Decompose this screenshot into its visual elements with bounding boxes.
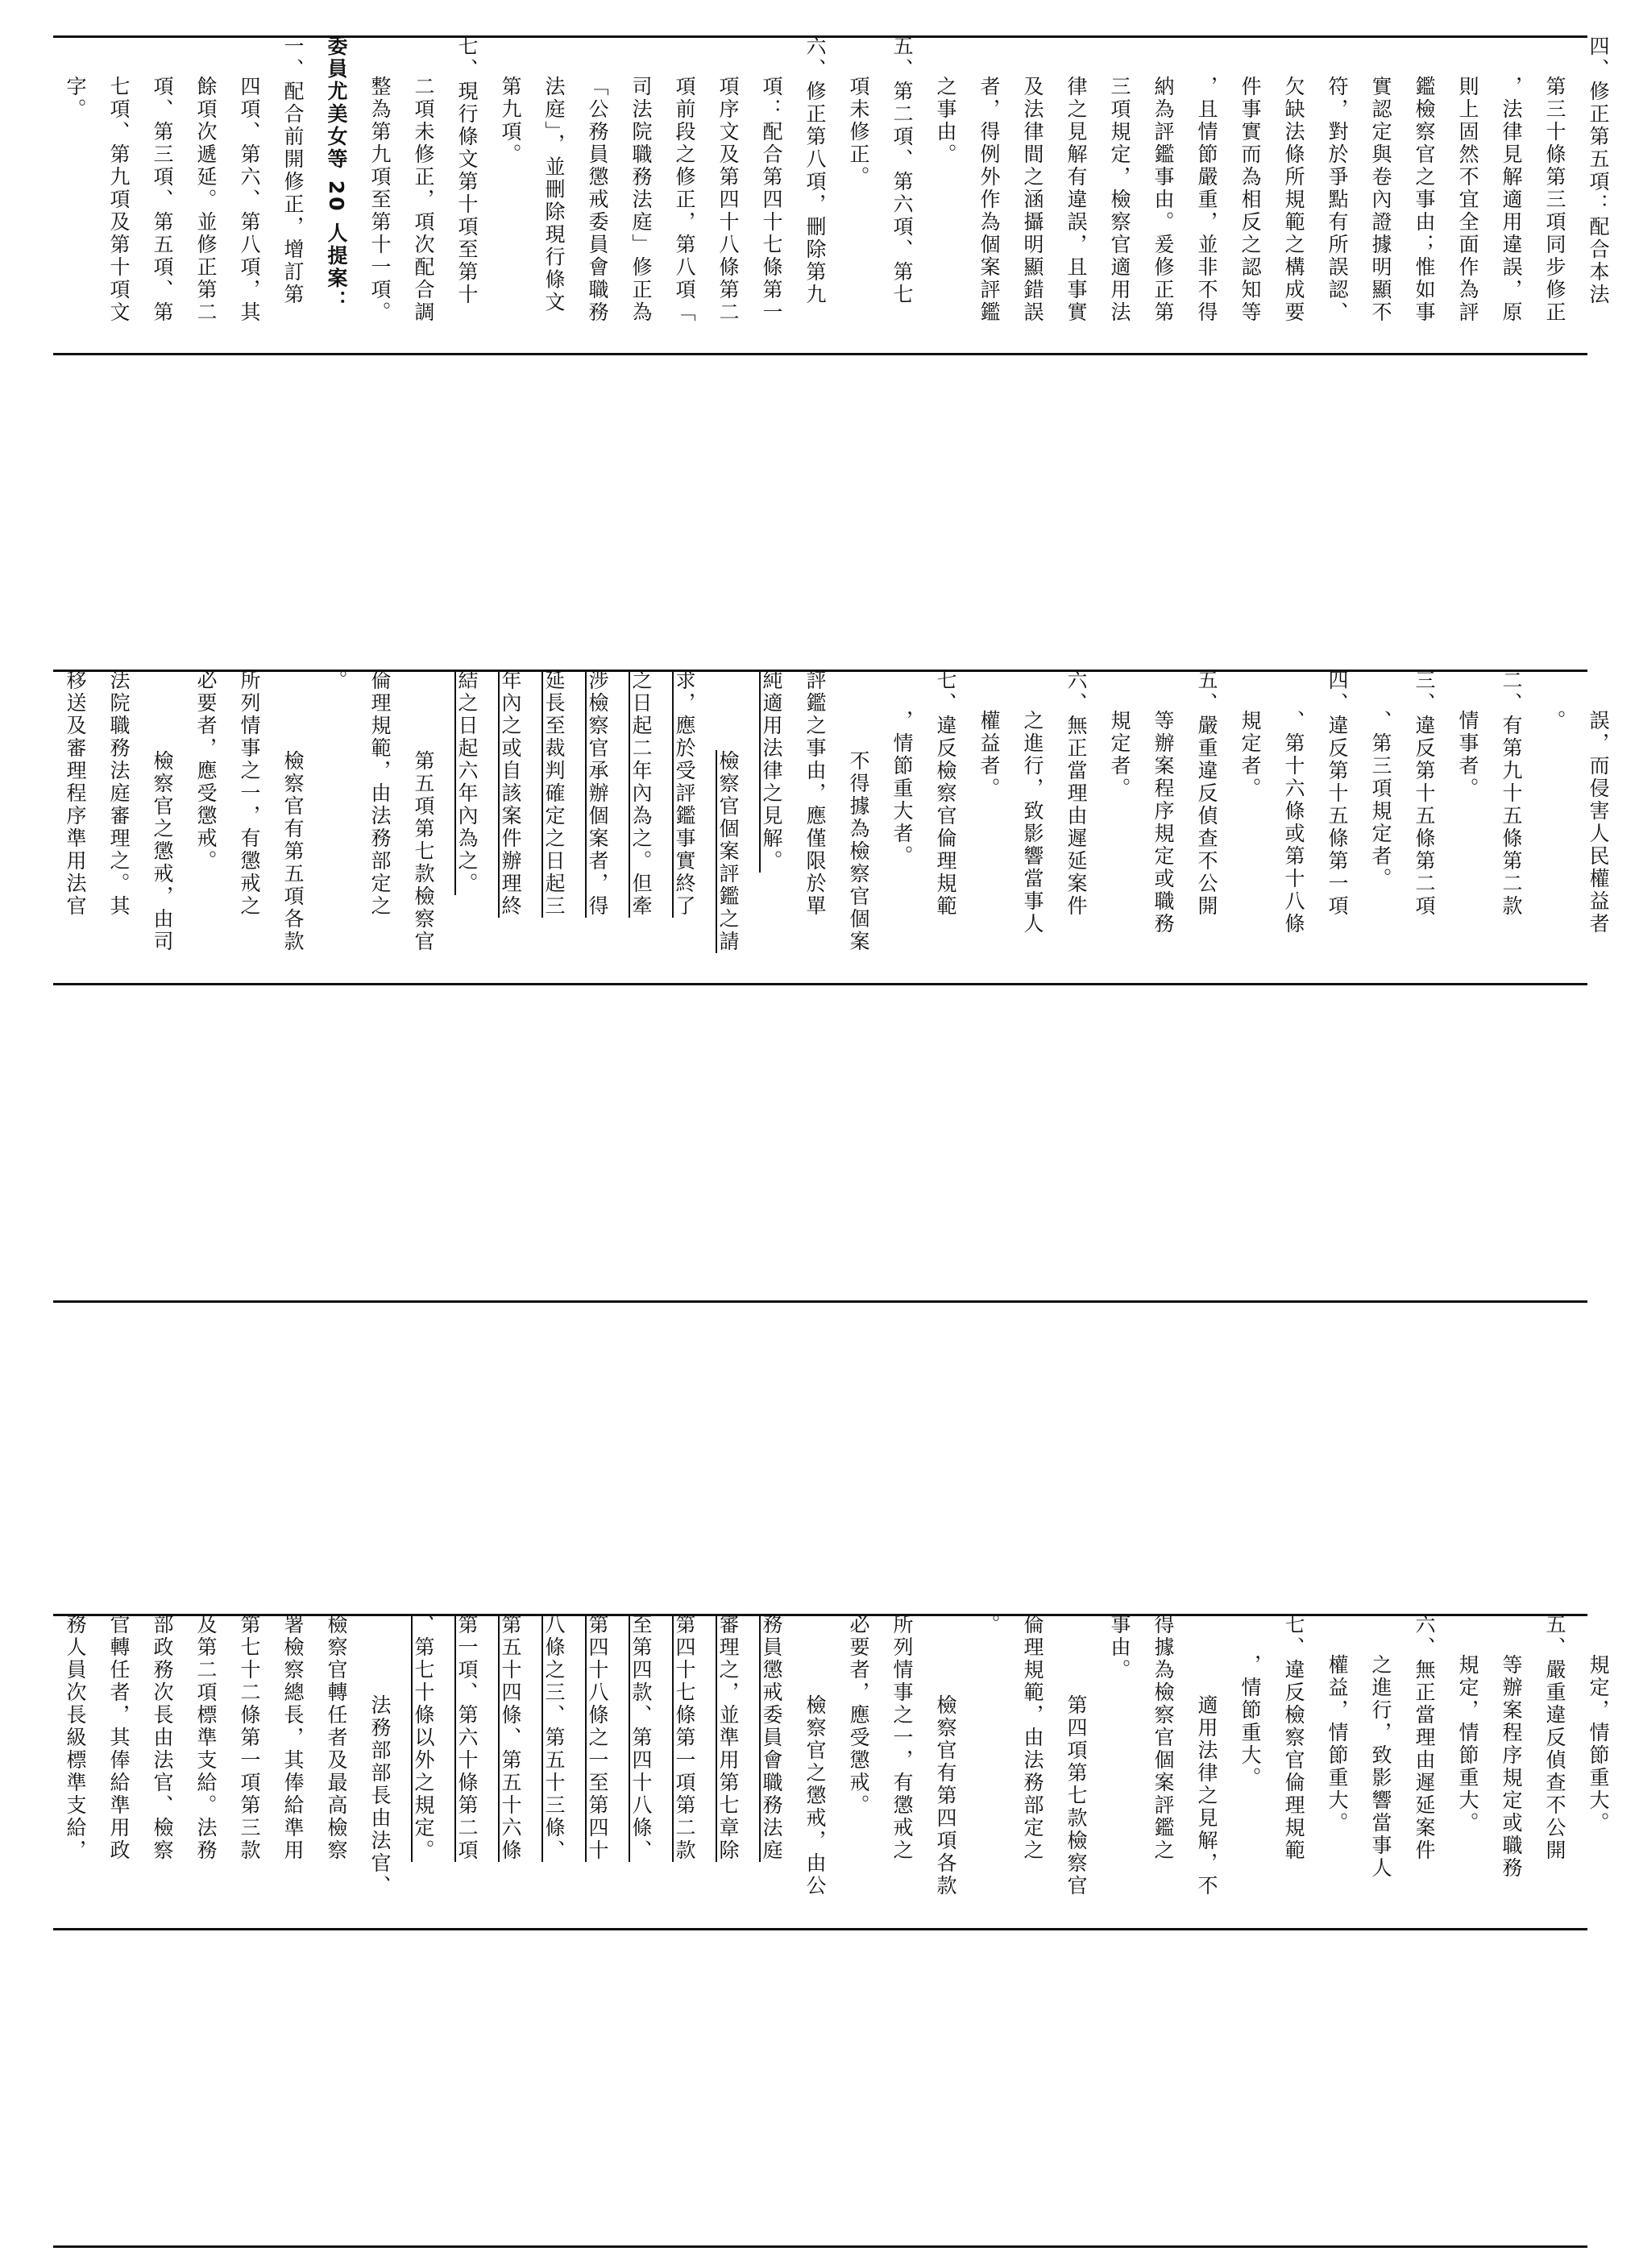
- text-line: [488, 670, 532, 983]
- line-text: 延長至裁判確定之日起三: [542, 670, 566, 918]
- text-band-3: [53, 1614, 1610, 1928]
- text-line: [227, 35, 271, 353]
- line-text: ，情節重大者。: [890, 710, 914, 868]
- text-line: [140, 1614, 184, 1928]
- line-text: 事由。: [1108, 1614, 1131, 1681]
- text-line: [97, 670, 140, 983]
- text-line: [749, 35, 793, 353]
- text-line: [445, 670, 488, 983]
- line-text: 署檢察總長，其俸給準用: [281, 1614, 305, 1862]
- text-line: [967, 35, 1010, 353]
- line-text: 五、嚴重違反偵查不公開: [1195, 670, 1218, 918]
- line-text: 必要者，應受懲戒。: [194, 670, 218, 873]
- line-text: 三項規定，檢察官適用法: [1108, 76, 1131, 324]
- text-line: [749, 1614, 793, 1928]
- line-text: ，且情節嚴重，並非不得: [1195, 76, 1218, 324]
- line-text: 六、修正第八項，刪除第九: [803, 35, 827, 306]
- text-line: [271, 35, 314, 353]
- line-text: 項序文及第四十八條第二: [716, 76, 740, 324]
- line-text: 第四十七條第一項第二款: [673, 1614, 696, 1862]
- text-line: [532, 670, 575, 983]
- text-line: [227, 670, 271, 983]
- text-line: [1359, 1614, 1402, 1928]
- line-text: 務人員次長級標準支給，: [64, 1614, 87, 1862]
- line-text: 七、違反檢察官倫理規範: [934, 670, 957, 918]
- line-text: 官轉任者，其俸給準用政: [107, 1614, 131, 1862]
- line-text: 八條之三、第五十三條、: [542, 1614, 566, 1862]
- line-text: 規定者。: [1239, 710, 1262, 800]
- text-line: [532, 35, 575, 353]
- line-text: 等辦案程序規定或職務: [1151, 710, 1175, 935]
- text-line: [1054, 670, 1098, 983]
- line-text: 規定者。: [1108, 710, 1131, 800]
- text-line: [662, 670, 706, 983]
- line-text: 檢察官之懲戒，由公: [803, 1694, 827, 1897]
- line-text: 第五十四條、第五十六條: [499, 1614, 522, 1862]
- column-block-3: [53, 1614, 1620, 1928]
- text-line: [1489, 35, 1533, 353]
- line-text: 則上固然不宜全面作為評: [1456, 76, 1479, 324]
- text-line: [575, 35, 619, 353]
- line-text: 六、無正當理由遲延案件: [1413, 1614, 1436, 1862]
- text-line: [401, 1614, 445, 1928]
- text-band-2: [53, 670, 1610, 983]
- line-text: 第五項第七款檢察官: [412, 750, 435, 953]
- text-line: [836, 35, 880, 353]
- line-text: 實認定與卷內證據明顯不: [1369, 76, 1392, 324]
- text-line: [1446, 35, 1489, 353]
- line-text: 、第十六條或第十八條: [1282, 710, 1305, 935]
- text-line: [1489, 670, 1533, 983]
- line-text: 規定，情節重大。: [1456, 1654, 1479, 1835]
- line-text: 五、第二項、第六項、第七: [890, 35, 914, 306]
- text-line: [880, 1614, 923, 1928]
- line-text: 七、違反檢察官倫理規範: [1282, 1614, 1305, 1862]
- line-text: 檢察官有第四項各款: [934, 1694, 957, 1897]
- text-line: [314, 670, 358, 983]
- text-line: [749, 670, 793, 983]
- column-block-2: [53, 670, 1620, 983]
- text-line: [967, 1614, 1010, 1928]
- line-text: 四項、第六、第八項，其: [238, 76, 261, 324]
- text-line: [1141, 35, 1185, 353]
- text-line: [445, 1614, 488, 1928]
- text-line: [140, 670, 184, 983]
- line-text: 檢察官之懲戒，由司: [151, 750, 174, 953]
- line-text: 檢察官轉任者及最高檢察: [325, 1614, 348, 1862]
- text-line: [1576, 35, 1620, 353]
- text-line: [1533, 1614, 1576, 1928]
- text-line: [1402, 1614, 1446, 1928]
- line-text: 情事者。: [1456, 710, 1479, 800]
- text-line: [97, 1614, 140, 1928]
- line-text: 符，對於爭點有所誤認、: [1326, 76, 1349, 324]
- text-line: [1054, 1614, 1098, 1928]
- text-line: [1098, 670, 1141, 983]
- text-line: [619, 35, 662, 353]
- text-line: [1185, 35, 1228, 353]
- line-text: 涉檢察官承辦個案者，得: [586, 670, 609, 918]
- line-text: 鑑檢察官之事由；惟如事: [1413, 76, 1436, 324]
- line-text: 所列情事之一，有懲戒之: [238, 670, 261, 918]
- line-text: ，法律見解適用違誤，原: [1500, 76, 1523, 324]
- text-line: [1098, 35, 1141, 353]
- line-text: 必要者，應受懲戒。: [847, 1614, 870, 1817]
- text-line: [1576, 1614, 1620, 1928]
- text-line: [53, 670, 97, 983]
- text-line: [1185, 670, 1228, 983]
- text-line: [1446, 1614, 1489, 1928]
- line-text: 法院職務法庭審理之。其: [107, 670, 131, 918]
- line-text: 第四十八條之一至第四十: [586, 1614, 609, 1862]
- line-text: 規定，情節重大。: [1587, 1654, 1610, 1835]
- text-line: [53, 1614, 97, 1928]
- text-line: [1054, 35, 1098, 353]
- line-text: 檢察官有第五項各款: [281, 750, 305, 953]
- text-line: [401, 670, 445, 983]
- line-text: 移送及審理程序準用法官: [64, 670, 87, 918]
- text-line: [662, 1614, 706, 1928]
- line-text: 及第二項標準支給。法務: [194, 1614, 218, 1862]
- line-text: 。: [325, 670, 348, 692]
- text-line: [662, 35, 706, 353]
- line-text: 七項、第九項及第十項文: [107, 76, 131, 324]
- text-line: [1141, 670, 1185, 983]
- text-line: [227, 1614, 271, 1928]
- text-line: [140, 35, 184, 353]
- line-text: 項：配合第四十七條第一: [760, 76, 783, 324]
- line-text: 倫理規範，由法務部定之: [1021, 1614, 1044, 1862]
- line-text: 之事由。: [934, 76, 957, 166]
- text-line: [1272, 670, 1315, 983]
- rule-3: [53, 983, 1587, 985]
- line-text: 四、違反第十五條第一項: [1326, 670, 1349, 918]
- text-line: [923, 35, 967, 353]
- line-text: 至第四款、第四十八條、: [629, 1614, 653, 1862]
- text-line: [1533, 35, 1576, 353]
- line-text: 件事實而為相反之認知等: [1239, 76, 1262, 324]
- text-line: [575, 1614, 619, 1928]
- line-text: 之進行，致影響當事人: [1021, 710, 1044, 935]
- line-text: 得據為檢察官個案評鑑之: [1151, 1614, 1175, 1862]
- text-line: [1402, 670, 1446, 983]
- text-line: [706, 1614, 749, 1928]
- line-text: 權益者。: [977, 710, 1001, 800]
- text-line: [836, 1614, 880, 1928]
- text-line: [445, 35, 488, 353]
- line-text: 求，應於受評鑑事實終了: [673, 670, 696, 918]
- line-text: 字。: [64, 76, 87, 121]
- text-line: [271, 1614, 314, 1928]
- rule-6: [53, 1928, 1587, 1930]
- line-text: 誤，而侵害人民權益者: [1587, 710, 1610, 935]
- line-text: 納為評鑑事由。爰修正第: [1151, 76, 1175, 324]
- text-line: [1272, 1614, 1315, 1928]
- text-line: [271, 670, 314, 983]
- line-text: 第三十條第三項同步修正: [1543, 76, 1566, 324]
- line-text: 。: [1543, 710, 1566, 732]
- line-text: 。: [977, 1614, 1001, 1636]
- line-text: 整為第九項至第十一項。: [368, 76, 392, 324]
- column-block-1: [53, 35, 1620, 353]
- text-band-1: [53, 35, 1610, 353]
- text-line: [1315, 1614, 1359, 1928]
- line-text: 之日起二年內為之。但牽: [629, 670, 653, 918]
- line-text: 檢察官個案評鑑之請: [716, 750, 740, 953]
- line-text: 第四項第七款檢察官: [1064, 1694, 1088, 1897]
- line-text: 之進行，致影響當事人: [1369, 1654, 1392, 1880]
- text-line: [1010, 1614, 1054, 1928]
- line-text: 項未修正。: [847, 76, 870, 189]
- line-text: 評鑑之事由，應僅限於單: [803, 670, 827, 918]
- line-text: 二、有第九十五條第二款: [1500, 670, 1523, 918]
- line-text: 法庭」，並刪除現行條文: [542, 76, 566, 314]
- line-text: 四、修正第五項：配合本法: [1587, 35, 1610, 306]
- line-text: 律之見解有違誤，且事實: [1064, 76, 1088, 324]
- line-text: 等辦案程序規定或職務: [1500, 1654, 1523, 1880]
- line-text: 六、無正當理由遲延案件: [1064, 670, 1088, 918]
- text-line: [793, 1614, 836, 1928]
- text-line: [401, 35, 445, 353]
- line-text: 項前段之修正，第八項「: [673, 76, 696, 324]
- text-line: [53, 35, 97, 353]
- text-line: [1098, 1614, 1141, 1928]
- text-line: [358, 670, 401, 983]
- text-line: [358, 1614, 401, 1928]
- text-line: [1402, 35, 1446, 353]
- section-heading: 委員尤美女等 20 人提案：: [325, 35, 348, 313]
- line-text: 所列情事之一，有懲戒之: [890, 1614, 914, 1862]
- line-text: ，情節重大。: [1239, 1654, 1262, 1789]
- text-line: [1315, 35, 1359, 353]
- line-text: 結之日起六年內為之。: [455, 670, 479, 895]
- text-line: [1228, 35, 1272, 353]
- text-line: [619, 1614, 662, 1928]
- line-text: 權益，情節重大。: [1326, 1654, 1349, 1835]
- rule-4: [53, 1300, 1587, 1303]
- rule-1: [53, 353, 1587, 355]
- text-line: [358, 35, 401, 353]
- text-line: [1010, 35, 1054, 353]
- line-text: 不得據為檢察官個案: [847, 750, 870, 953]
- text-line: [97, 35, 140, 353]
- text-line: [880, 35, 923, 353]
- text-line: [532, 1614, 575, 1928]
- text-line: [1228, 1614, 1272, 1928]
- text-line: [1315, 670, 1359, 983]
- text-line: [184, 1614, 227, 1928]
- line-text: 二項未修正，項次配合調: [412, 76, 435, 324]
- line-text: 七、現行條文第十項至第十: [455, 35, 479, 306]
- line-text: 適用法律之見解，不: [1195, 1694, 1218, 1897]
- text-line: [1446, 670, 1489, 983]
- text-line: [967, 670, 1010, 983]
- line-text: 一、配合前開修正，增訂第: [281, 35, 305, 306]
- line-text: 司法院職務法庭」修正為: [629, 76, 653, 324]
- text-line: [1228, 670, 1272, 983]
- text-line: [488, 35, 532, 353]
- line-text: 及法律間之涵攝明顯錯誤: [1021, 76, 1044, 324]
- line-text: 項、第三項、第五項、第: [151, 76, 174, 324]
- text-line: [184, 35, 227, 353]
- text-line: [1010, 670, 1054, 983]
- line-text: 第七十二條第一項第三款: [238, 1614, 261, 1862]
- rule-bottom: [53, 2245, 1587, 2248]
- line-text: 「公務員懲戒委員會職務: [586, 76, 609, 324]
- text-line: [619, 670, 662, 983]
- line-text: 欠缺法條所規範之構成要: [1282, 76, 1305, 324]
- text-line: [1533, 670, 1576, 983]
- line-text: 部政務次長由法官、檢察: [151, 1614, 174, 1862]
- text-line: [1272, 35, 1315, 353]
- text-line: [923, 670, 967, 983]
- text-line: [793, 35, 836, 353]
- text-line: [923, 1614, 967, 1928]
- line-text: 第九項。: [499, 76, 522, 166]
- text-line: [880, 670, 923, 983]
- text-line: [1359, 35, 1402, 353]
- line-text: 者，得例外作為個案評鑑: [977, 76, 1001, 324]
- text-line: [575, 670, 619, 983]
- text-line: [488, 1614, 532, 1928]
- line-text: 法務部部長由法官、: [368, 1694, 392, 1897]
- line-text: 、第三項規定者。: [1369, 710, 1392, 890]
- line-text: 純適用法律之見解。: [760, 670, 783, 873]
- text-line: [314, 1614, 358, 1928]
- text-line: [1359, 670, 1402, 983]
- line-text: 第一項、第六十條第二項: [455, 1614, 479, 1862]
- line-text: 審理之，並準用第七章除: [716, 1614, 740, 1862]
- text-line: [1185, 1614, 1228, 1928]
- text-line: [314, 35, 358, 353]
- line-text: 、第七十條以外之規定。: [412, 1614, 435, 1862]
- line-text: 倫理規範，由法務部定之: [368, 670, 392, 918]
- line-text: 三、違反第十五條第二項: [1413, 670, 1436, 918]
- text-line: [184, 670, 227, 983]
- text-line: [1141, 1614, 1185, 1928]
- text-line: [706, 35, 749, 353]
- text-line: [706, 670, 749, 983]
- text-line: [793, 670, 836, 983]
- line-text: 五、嚴重違反偵查不公開: [1543, 1614, 1566, 1862]
- text-line: [836, 670, 880, 983]
- text-line: [1489, 1614, 1533, 1928]
- line-text: 務員懲戒委員會職務法庭: [760, 1614, 783, 1862]
- line-text: 年內之或自該案件辦理終: [499, 670, 522, 918]
- line-text: 餘項次遞延。並修正第二: [194, 76, 218, 324]
- text-line: [1576, 670, 1620, 983]
